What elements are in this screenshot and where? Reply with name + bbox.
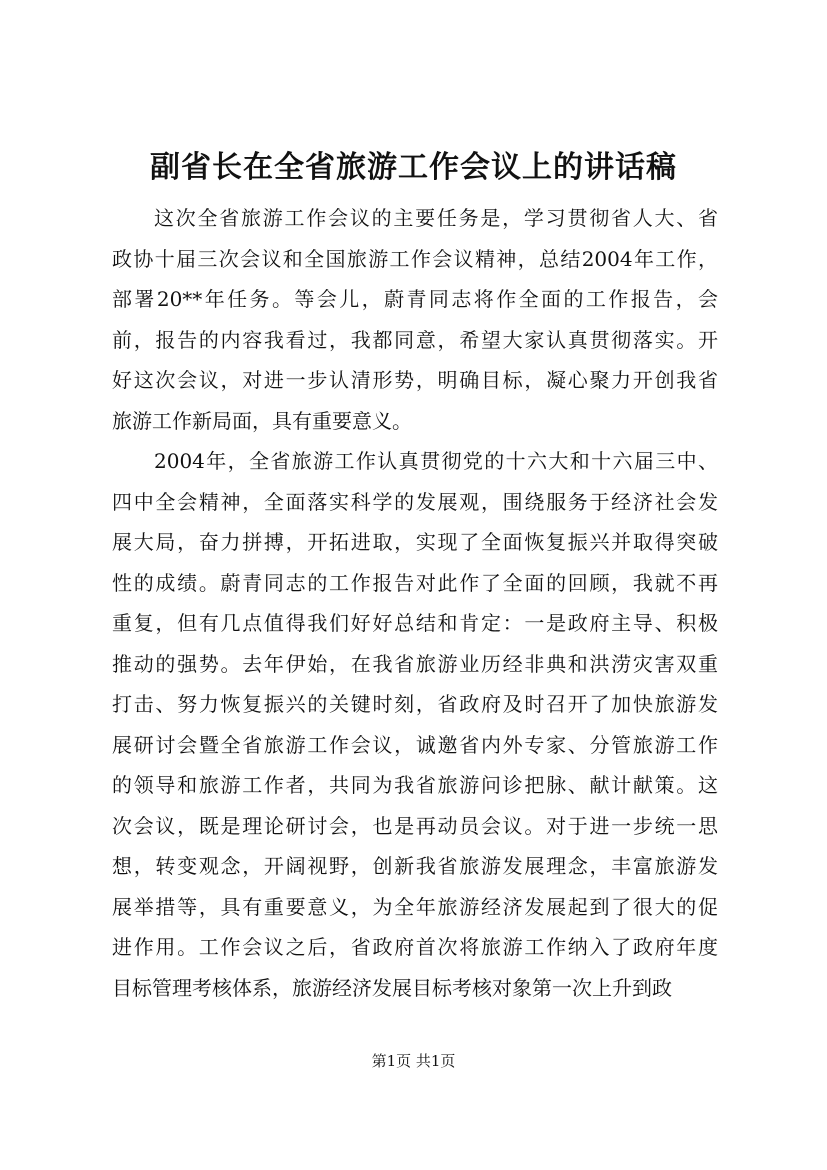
text-line: 政协十届三次会议和全国旅游工作会议精神，总结2004年工作，: [112, 246, 718, 271]
text-line: 2004年，全省旅游工作认真贯彻党的十六大和十六届三中、: [154, 449, 718, 473]
text-line: 重复，但有几点值得我们好好总结和肯定：一是政府主导、积极: [112, 611, 718, 635]
text-line: 次会议，既是理论研讨会，也是再动员会议。对于进一步统一思: [112, 813, 718, 838]
page-title: 副省长在全省旅游工作会议上的讲话稿: [150, 150, 677, 185]
text-line: 目标管理考核体系，旅游经济发展目标考核对象第一次上升到政: [112, 975, 672, 1000]
text-line: 展举措等，具有重要意义，为全年旅游经济发展起到了很大的促: [112, 894, 718, 919]
text-line: 性的成绩。蔚青同志的工作报告对此作了全面的回顾，我就不再: [112, 570, 718, 595]
text-line: 四中全会精神，全面落实科学的发展观，围绕服务于经济社会发: [112, 489, 718, 514]
paragraph: [112, 441, 718, 1008]
text-line: 好这次会议，对进一步认清形势，明确目标，凝心聚力开创我省: [112, 368, 718, 392]
text-line: 打击、努力恢复振兴的关键时刻，省政府及时召开了加快旅游发: [112, 692, 718, 716]
text-line: 进作用。工作会议之后，省政府首次将旅游工作纳入了政府年度: [112, 935, 718, 959]
text-line: 想，转变观念，开阔视野，创新我省旅游发展理念，丰富旅游发: [112, 854, 718, 878]
text-line: 展研讨会暨全省旅游工作会议，诚邀省内外专家、分管旅游工作: [112, 732, 718, 757]
text-line: 展大局，奋力拼搏，开拓进取，实现了全面恢复振兴并取得突破: [112, 530, 718, 554]
text-line: 推动的强势。去年伊始，在我省旅游业历经非典和洪涝灾害双重: [112, 651, 718, 676]
text-line: 前，报告的内容我看过，我都同意，希望大家认真贯彻落实。开: [112, 327, 718, 352]
text-line: 部署20**年任务。等会儿，蔚青同志将作全面的工作报告，会: [112, 287, 718, 311]
page-footer: 第1页 共1页: [371, 1052, 456, 1070]
text-line: 这次全省旅游工作会议的主要任务是，学习贯彻省人大、省: [154, 206, 718, 230]
text-line: 旅游工作新局面，具有重要意义。: [112, 408, 412, 433]
paragraph: [112, 198, 718, 441]
text-line: 的领导和旅游工作者，共同为我省旅游问诊把脉、献计献策。这: [112, 773, 718, 797]
document-body: [112, 198, 718, 1008]
